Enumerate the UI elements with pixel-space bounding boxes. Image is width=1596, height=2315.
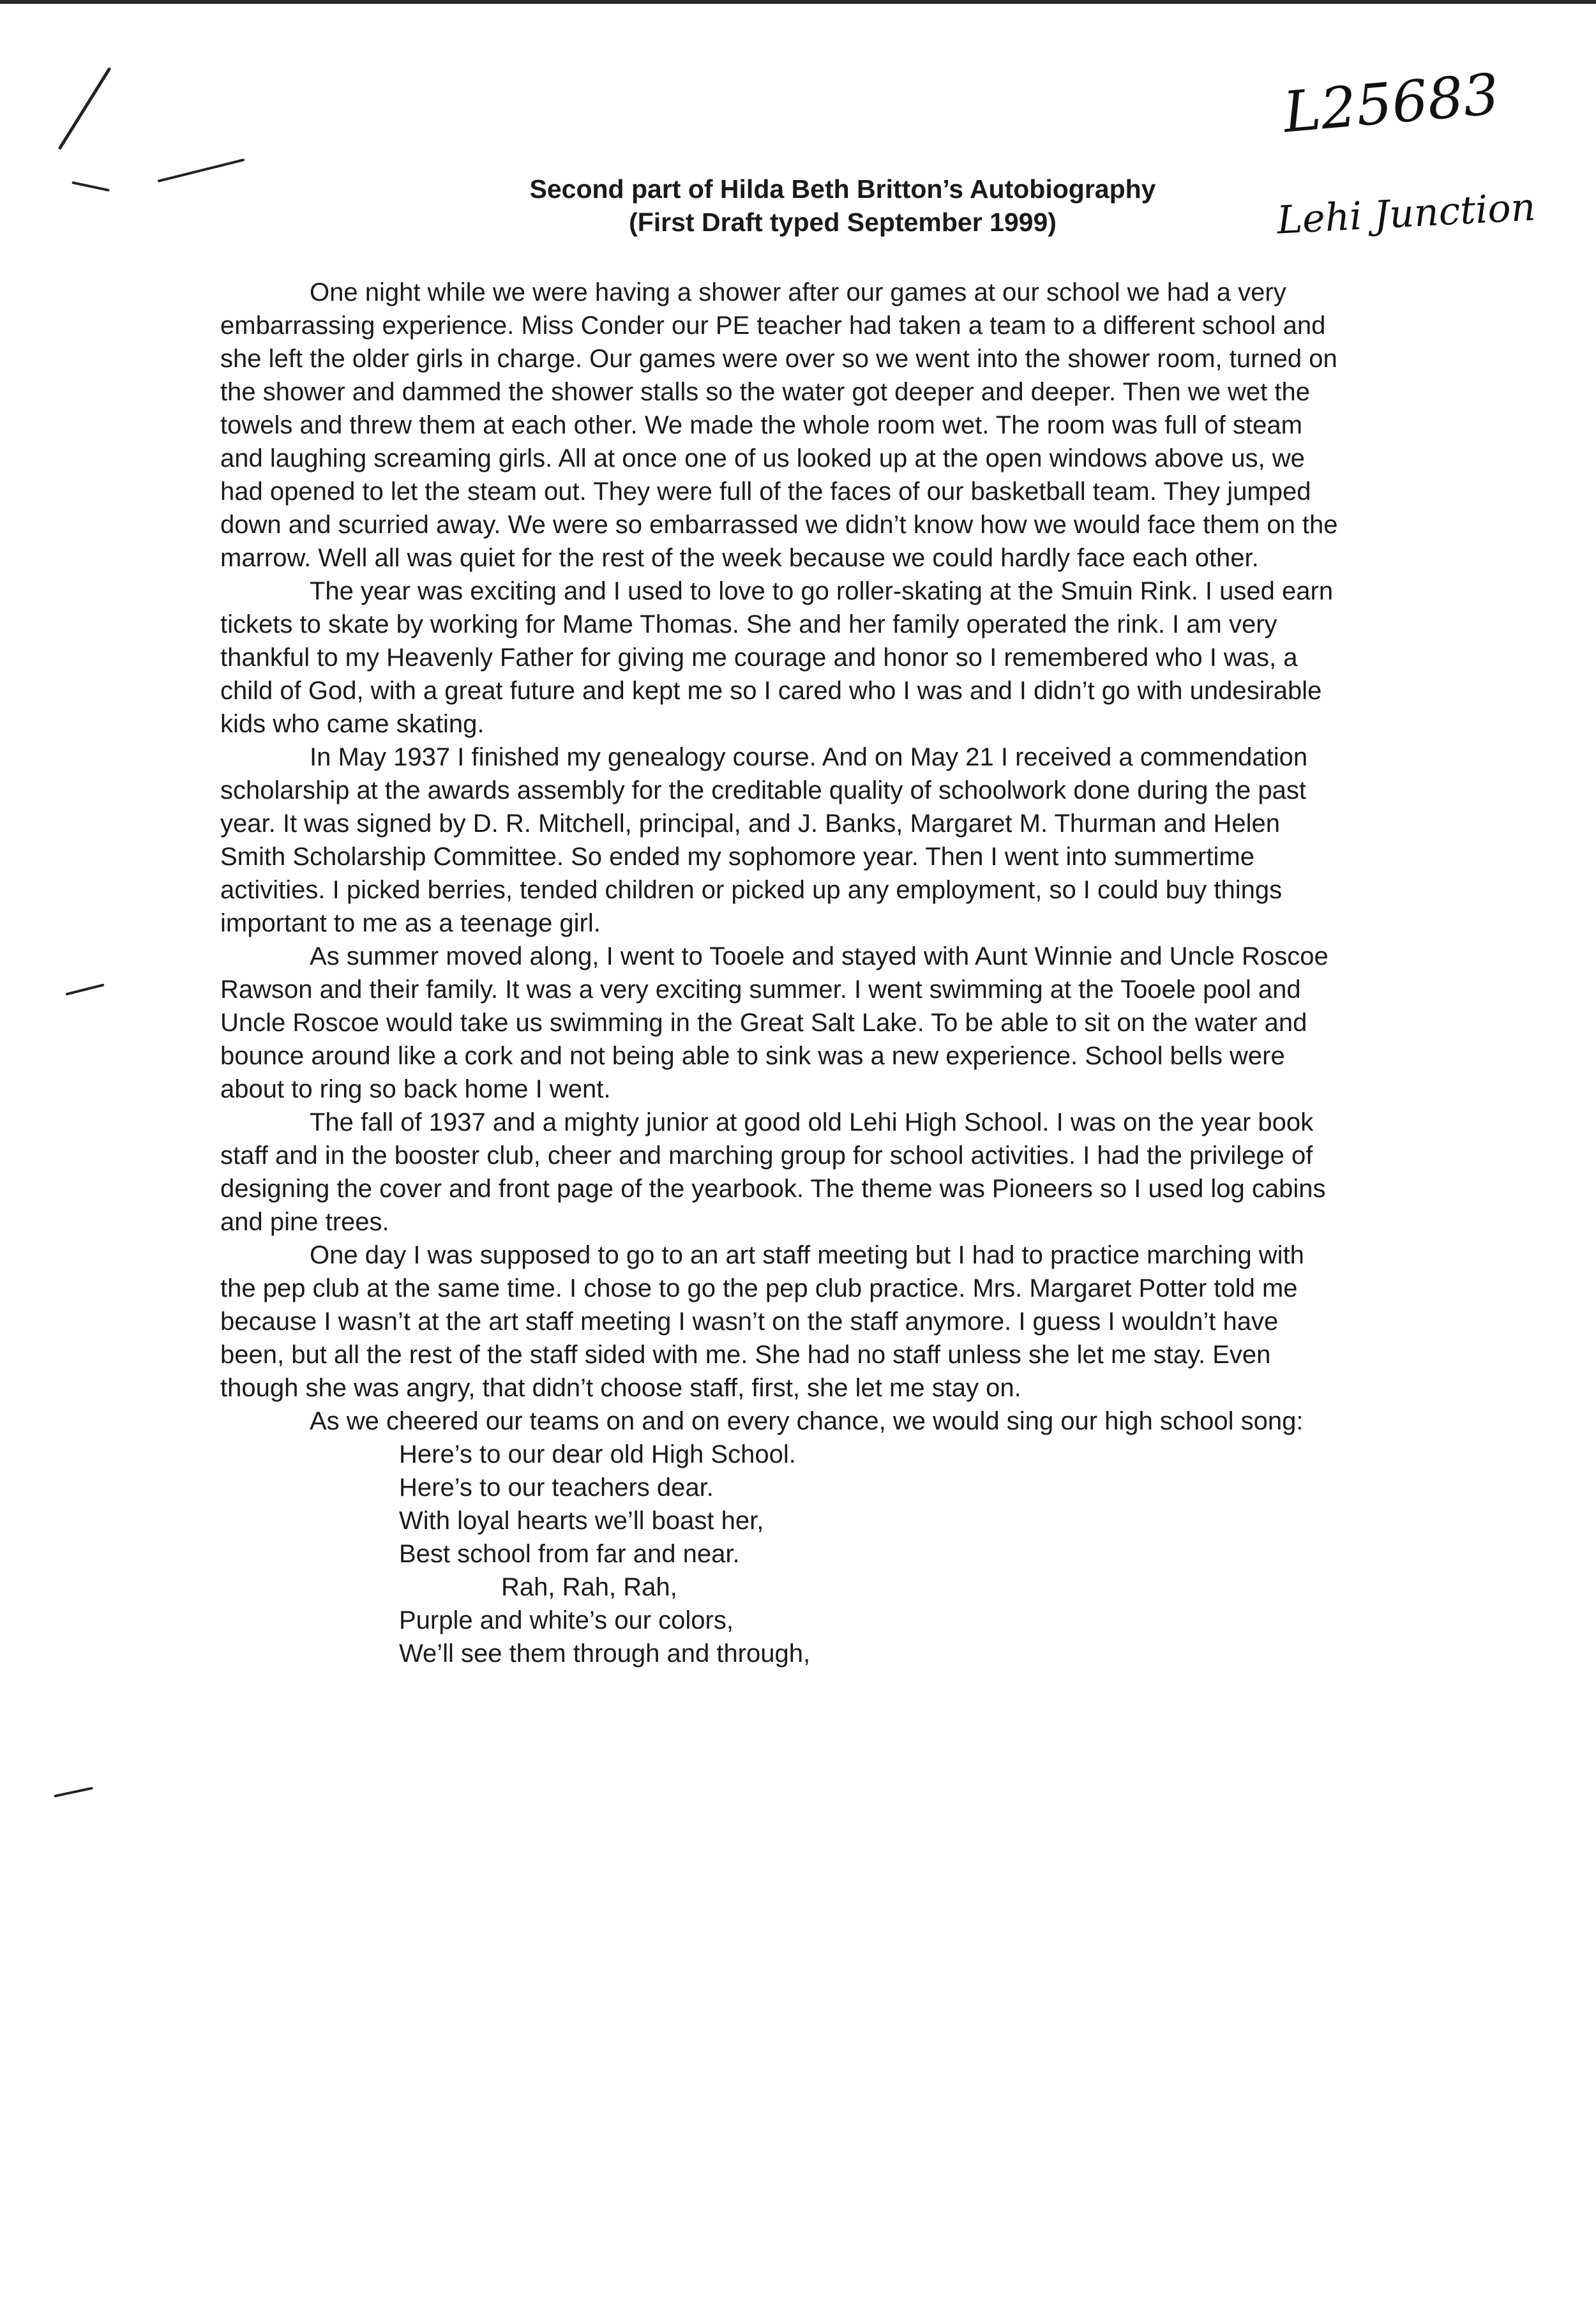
paragraph-shower-story: One night while we were having a shower after our games at our school we had a very embarrassing experience. Miss Conder our PE teacher had taken a team to a different school and she left the older girls in charge. Our games were over so we went into the shower room, turned on the shower and dammed the shower stalls so the water got deeper and deeper. Then we wet the towels and threw them at each other. We made the whole room wet. The room was full of steam and laughing screaming girls. All at once one of us looked up at the open windows above us, we had opened to let the steam out. They were full of the faces of our basketball team. They jumped down and scurried away. We were so embarrassed we didn’t know how we would face them on the marrow. Well all was quiet for the rest of the week because we could hardly face each other. [220, 278, 1338, 572]
margin-tick-mark [72, 181, 110, 192]
song-line: Best school from far and near. [399, 1540, 740, 1568]
document-body [220, 276, 1344, 1670]
scan-top-edge [0, 0, 1596, 4]
song-line: With loyal hearts we’ll boast her, [399, 1507, 764, 1535]
document-header [409, 172, 1277, 239]
catalog-number-handwriting: L25683 [1281, 61, 1502, 146]
margin-tick-mark [65, 984, 104, 996]
document-subtitle: (First Draft typed September 1999) [629, 207, 1057, 237]
paragraph-junior-year: The fall of 1937 and a mighty junior at good old Lehi High School. I was on the year book staff and in the booster club, cheer and marching group for school activities. I had the privilege of designing the cover and front page of the yearbook. The theme was Pioneers so I used log cabins and pine trees. [220, 1108, 1326, 1236]
margin-slash-mark [58, 67, 112, 150]
song-line: We’ll see them through and through, [399, 1640, 811, 1668]
paragraph-roller-skating: The year was exciting and I used to love to go roller-skating at the Smuin Rink. I used earn tickets to skate by working for Mame Thomas. She and her family operated the rink. I am very thankful to my Heavenly Father for giving me courage and honor so I remembered who I was, a child of God, with a great future and kept me so I cared who I was and I didn’t go with undesirable kids who came skating. [220, 577, 1334, 738]
location-note-handwriting: Lehi Junction [1276, 185, 1537, 243]
song-line: Here’s to our dear old High School. [399, 1440, 796, 1468]
paragraph-scholarship: In May 1937 I finished my genealogy course. And on May 21 I received a commendation scholarship at the awards assembly for the creditable quality of schoolwork done during the past year. It was signed by D. R. Mitchell, principal, and J. Banks, Margaret M. Thurman and Helen Smith Scholarship Committee. So ended my sophomore year. Then I went into summertime activities. I picked berries, tended children or picked up any employment, so I could buy things important to me as a teenage girl. [220, 743, 1308, 937]
song-line: Purple and white’s our colors, [399, 1606, 734, 1634]
margin-tick-mark [54, 1787, 93, 1798]
paragraph-art-staff: One day I was supposed to go to an art staff meeting but I had to practice marching with the pep club at the same time. I chose to go the pep club practice. Mrs. Margaret Potter told me because I wasn’t at the art staff meeting I wasn’t on the staff anymore. I guess I wouldn’t have been, but all the rest of the staff sided with me. She had no staff unless she let me stay. Even though she was angry, that didn’t choose staff, first, she let me stay on. [220, 1241, 1304, 1402]
document-title: Second part of Hilda Beth Britton’s Autobiography [529, 174, 1156, 204]
song-line: Rah, Rah, Rah, [501, 1573, 677, 1601]
paragraph-school-song-intro: As we cheered our teams on and on every chance, we would sing our high school song: [310, 1407, 1304, 1435]
song-line: Here’s to our teachers dear. [399, 1474, 714, 1502]
paragraph-summer-tooele: As summer moved along, I went to Tooele and stayed with Aunt Winnie and Uncle Roscoe Rawson and their family. It was a very exciting summer. I went swimming at the Tooele pool and Uncle Roscoe would take us swimming in the Great Salt Lake. To be able to sit on the water and bounce around like a cork and not being able to sink was a new experience. School bells were about to ring so back home I went. [220, 942, 1329, 1103]
school-song [399, 1438, 1344, 1670]
margin-dash-mark [158, 158, 245, 183]
